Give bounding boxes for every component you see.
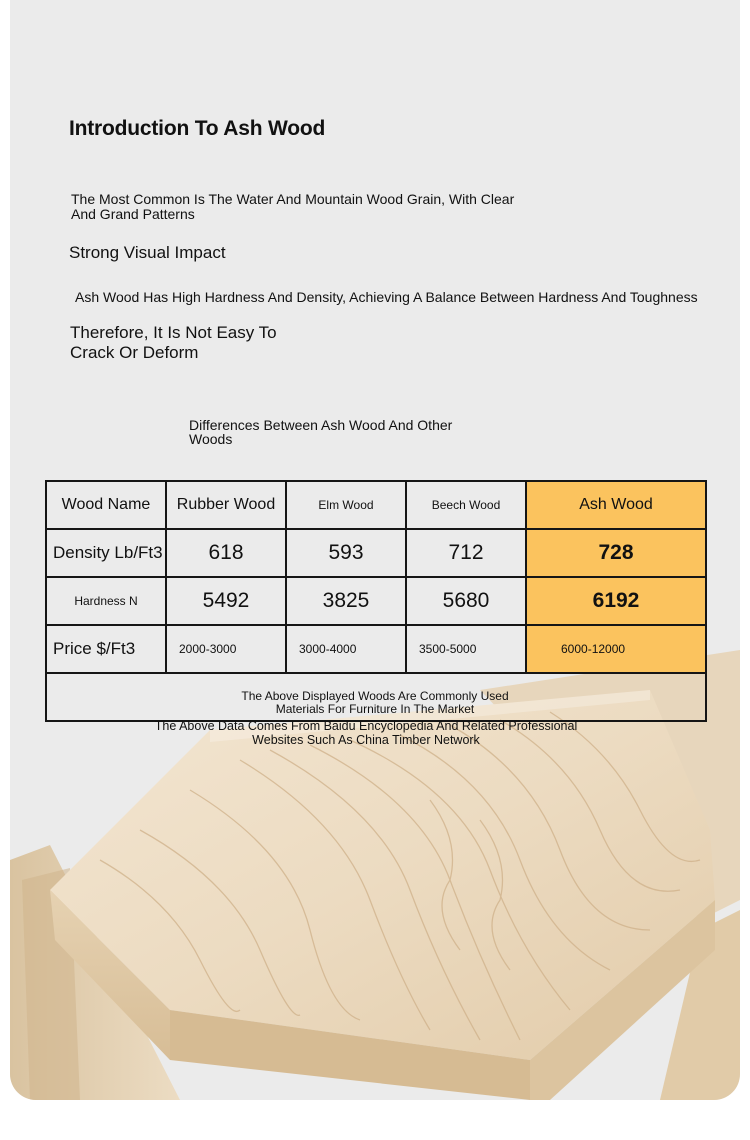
cell-density-ash: 728 xyxy=(526,529,706,577)
cell-price-beech: 3500-5000 xyxy=(406,625,526,673)
cell-hardness-rubber: 5492 xyxy=(166,577,286,625)
cell-hardness-beech: 5680 xyxy=(406,577,526,625)
watermark xyxy=(480,370,492,393)
intro-not-easy-to-crack: Therefore, It Is Not Easy To Crack Or Deform xyxy=(70,323,277,362)
cell-density-elm: 593 xyxy=(286,529,406,577)
intro-visual-impact: Strong Visual Impact xyxy=(69,243,226,262)
table-note-row xyxy=(46,673,706,721)
intro-title: Introduction To Ash Wood xyxy=(69,117,326,140)
note-data-source: The Above Data Comes From Baidu Encyclopedia And Related Professional Websites Such As China Timber Network xyxy=(154,719,578,747)
intro-paragraph-hardness: Ash Wood Has High Hardness And Density, Achieving A Balance Between Hardness And Toughness xyxy=(75,289,698,305)
cell-density-beech: 712 xyxy=(406,529,526,577)
note-common-materials: The Above Displayed Woods Are Commonly Used Materials For Furniture In The Market xyxy=(241,689,509,716)
row-label-price: Price $/Ft3 xyxy=(46,625,166,673)
cell-hardness-elm: 3825 xyxy=(286,577,406,625)
row-label-hardness: Hardness N xyxy=(46,577,166,625)
wood-comparison-table xyxy=(45,480,707,747)
table-row xyxy=(46,625,706,673)
table-header-row xyxy=(46,481,706,529)
cell-density-rubber: 618 xyxy=(166,529,286,577)
intro-paragraph-grain: The Most Common Is The Water And Mountain Wood Grain, With Clear And Grand Patterns xyxy=(71,191,515,222)
table-row xyxy=(46,577,706,625)
cell-price-elm: 3000-4000 xyxy=(286,625,406,673)
product-card xyxy=(10,0,740,1100)
header-rubber-wood: Rubber Wood xyxy=(166,481,286,529)
cell-price-ash: 6000-12000 xyxy=(526,625,706,673)
header-beech-wood: Beech Wood xyxy=(406,481,526,529)
header-elm-wood: Elm Wood xyxy=(286,481,406,529)
cell-hardness-ash: 6192 xyxy=(526,577,706,625)
comparison-title: Differences Between Ash Wood And Other Woods xyxy=(189,417,453,447)
row-label-density: Density Lb/Ft3 xyxy=(46,529,166,577)
table-note-cell xyxy=(46,673,706,747)
table-row xyxy=(46,529,706,577)
header-ash-wood: Ash Wood xyxy=(526,481,706,529)
header-wood-name: Wood Name xyxy=(46,481,166,529)
cell-price-rubber: 2000-3000 xyxy=(166,625,286,673)
